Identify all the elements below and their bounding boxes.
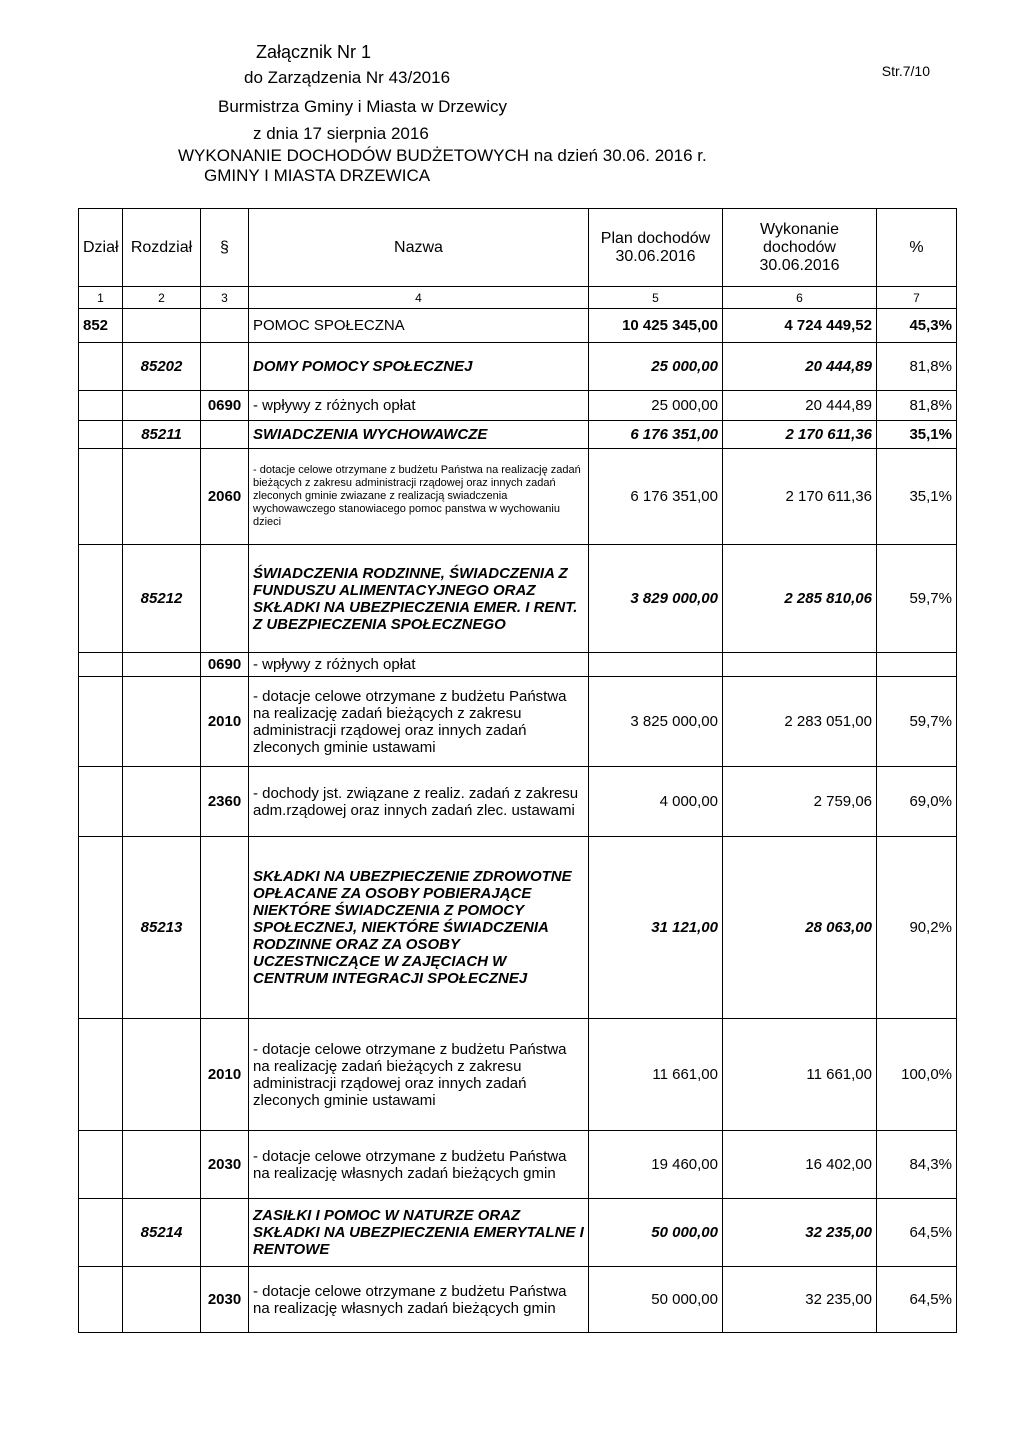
cell-procent: 81,8% bbox=[877, 343, 957, 391]
cell-wykonanie: 4 724 449,52 bbox=[723, 309, 877, 343]
table-row bbox=[79, 391, 957, 421]
cell-plan: 4 000,00 bbox=[589, 767, 723, 837]
cell-dzial bbox=[79, 1199, 123, 1267]
cell-wykonanie: 20 444,89 bbox=[723, 343, 877, 391]
cell-dzial bbox=[79, 653, 123, 677]
header-plan: Plan dochodów 30.06.2016 bbox=[589, 209, 723, 287]
cell-dzial bbox=[79, 837, 123, 1019]
table-row bbox=[79, 767, 957, 837]
colnum: 7 bbox=[877, 287, 957, 309]
cell-wykonanie: 32 235,00 bbox=[723, 1199, 877, 1267]
cell-paragraf bbox=[201, 837, 249, 1019]
cell-plan: 3 825 000,00 bbox=[589, 677, 723, 767]
cell-nazwa: - wpływy z różnych opłat bbox=[249, 391, 589, 421]
cell-wykonanie bbox=[723, 653, 877, 677]
cell-rozdzial: 85202 bbox=[123, 343, 201, 391]
cell-rozdzial bbox=[123, 653, 201, 677]
cell-nazwa: - dotacje celowe otrzymane z budżetu Państwa na realizację zadań bieżących z zakresu administracji rządowej oraz innych zadań zleconych gminie ustawami bbox=[249, 1019, 589, 1131]
page-number: Str.7/10 bbox=[881, 63, 930, 79]
header-rozdzial: Rozdział bbox=[123, 209, 201, 287]
cell-dzial bbox=[79, 421, 123, 449]
colnum: 4 bbox=[249, 287, 589, 309]
table-row bbox=[79, 837, 957, 1019]
cell-wykonanie: 11 661,00 bbox=[723, 1019, 877, 1131]
colnum: 6 bbox=[723, 287, 877, 309]
cell-procent: 81,8% bbox=[877, 391, 957, 421]
cell-nazwa: POMOC SPOŁECZNA bbox=[249, 309, 589, 343]
header-paragraf: § bbox=[201, 209, 249, 287]
table-row bbox=[79, 309, 957, 343]
cell-rozdzial bbox=[123, 309, 201, 343]
cell-plan: 50 000,00 bbox=[589, 1199, 723, 1267]
cell-paragraf: 2010 bbox=[201, 1019, 249, 1131]
cell-rozdzial: 85213 bbox=[123, 837, 201, 1019]
cell-nazwa: - dotacje celowe otrzymane z budżetu Państwa na realizację własnych zadań bieżących gmin bbox=[249, 1267, 589, 1333]
table-row bbox=[79, 1267, 957, 1333]
cell-wykonanie: 2 170 611,36 bbox=[723, 421, 877, 449]
cell-procent: 100,0% bbox=[877, 1019, 957, 1131]
cell-procent: 59,7% bbox=[877, 545, 957, 653]
document-title: WYKONANIE DOCHODÓW BUDŻETOWYCH na dzień 30.06. 2016 r. bbox=[178, 146, 707, 165]
cell-procent: 90,2% bbox=[877, 837, 957, 1019]
column-numbers-row bbox=[79, 287, 957, 309]
cell-plan: 25 000,00 bbox=[589, 391, 723, 421]
cell-wykonanie: 16 402,00 bbox=[723, 1131, 877, 1199]
cell-rozdzial bbox=[123, 1019, 201, 1131]
municipality-name: GMINY I MIASTA DRZEWICA bbox=[204, 166, 431, 185]
table-row bbox=[79, 343, 957, 391]
attachment-title: Załącznik Nr 1 bbox=[256, 42, 372, 62]
cell-wykonanie: 32 235,00 bbox=[723, 1267, 877, 1333]
header-nazwa: Nazwa bbox=[249, 209, 589, 287]
table-row bbox=[79, 1131, 957, 1199]
cell-wykonanie: 2 170 611,36 bbox=[723, 449, 877, 545]
cell-rozdzial bbox=[123, 391, 201, 421]
cell-paragraf bbox=[201, 545, 249, 653]
cell-paragraf: 0690 bbox=[201, 653, 249, 677]
cell-paragraf bbox=[201, 421, 249, 449]
cell-wykonanie: 28 063,00 bbox=[723, 837, 877, 1019]
cell-plan: 3 829 000,00 bbox=[589, 545, 723, 653]
cell-nazwa: DOMY POMOCY SPOŁECZNEJ bbox=[249, 343, 589, 391]
table-row bbox=[79, 449, 957, 545]
cell-dzial bbox=[79, 767, 123, 837]
cell-paragraf bbox=[201, 343, 249, 391]
cell-procent: 64,5% bbox=[877, 1199, 957, 1267]
cell-nazwa: SWIADCZENIA WYCHOWAWCZE bbox=[249, 421, 589, 449]
cell-dzial: 852 bbox=[79, 309, 123, 343]
cell-nazwa: - dotacje celowe otrzymane z budżetu Państwa na realizację własnych zadań bieżących gmin bbox=[249, 1131, 589, 1199]
cell-nazwa: ŚWIADCZENIA RODZINNE, ŚWIADCZENIA Z FUNDUSZU ALIMENTACYJNEGO ORAZ SKŁADKI NA UBEZPIECZENIA EMER. I RENT. Z UBEZPIECZENIA SPOŁECZNEGO bbox=[249, 545, 589, 653]
cell-rozdzial bbox=[123, 449, 201, 545]
cell-plan: 6 176 351,00 bbox=[589, 421, 723, 449]
cell-nazwa: ZASIŁKI I POMOC W NATURZE ORAZ SKŁADKI NA UBEZPIECZENIA EMERYTALNE I RENTOWE bbox=[249, 1199, 589, 1267]
cell-dzial bbox=[79, 1267, 123, 1333]
cell-procent: 35,1% bbox=[877, 421, 957, 449]
date-line: z dnia 17 sierpnia 2016 bbox=[253, 124, 429, 143]
cell-wykonanie: 2 285 810,06 bbox=[723, 545, 877, 653]
cell-wykonanie: 2 283 051,00 bbox=[723, 677, 877, 767]
cell-procent: 64,5% bbox=[877, 1267, 957, 1333]
cell-nazwa: - wpływy z różnych opłat bbox=[249, 653, 589, 677]
cell-procent: 84,3% bbox=[877, 1131, 957, 1199]
cell-rozdzial bbox=[123, 1267, 201, 1333]
cell-paragraf bbox=[201, 1199, 249, 1267]
cell-nazwa: - dotacje celowe otrzymane z budżetu Państwa na realizację zadań bieżących z zakresu administracji rządowej oraz innych zadań zleconych gminie ustawami bbox=[249, 677, 589, 767]
cell-procent: 35,1% bbox=[877, 449, 957, 545]
table-row bbox=[79, 1019, 957, 1131]
cell-plan: 10 425 345,00 bbox=[589, 309, 723, 343]
header-dzial: Dział bbox=[79, 209, 123, 287]
cell-dzial bbox=[79, 545, 123, 653]
colnum: 5 bbox=[589, 287, 723, 309]
colnum: 3 bbox=[201, 287, 249, 309]
cell-nazwa: - dochody jst. związane z realiz. zadań z zakresu adm.rządowej oraz innych zadań zlec. ustawami bbox=[249, 767, 589, 837]
cell-paragraf bbox=[201, 309, 249, 343]
cell-rozdzial: 85211 bbox=[123, 421, 201, 449]
cell-plan: 19 460,00 bbox=[589, 1131, 723, 1199]
cell-paragraf: 0690 bbox=[201, 391, 249, 421]
header-wykonanie: Wykonanie dochodów 30.06.2016 bbox=[723, 209, 877, 287]
colnum: 1 bbox=[79, 287, 123, 309]
cell-procent: 69,0% bbox=[877, 767, 957, 837]
cell-paragraf: 2010 bbox=[201, 677, 249, 767]
cell-nazwa: - dotacje celowe otrzymane z budżetu Państwa na realizację zadań bieżących z zakresu administracji rządowej oraz innych zadań zleconych gminie zwiazane z realizacją swiadczenia wychowawczego stanowiacego pomoc panstwa w wychowaniu dzieci bbox=[249, 449, 589, 545]
cell-wykonanie: 2 759,06 bbox=[723, 767, 877, 837]
cell-rozdzial: 85214 bbox=[123, 1199, 201, 1267]
cell-plan: 31 121,00 bbox=[589, 837, 723, 1019]
cell-paragraf: 2030 bbox=[201, 1131, 249, 1199]
cell-dzial bbox=[79, 449, 123, 545]
cell-plan: 6 176 351,00 bbox=[589, 449, 723, 545]
cell-rozdzial bbox=[123, 677, 201, 767]
cell-paragraf: 2060 bbox=[201, 449, 249, 545]
table-row bbox=[79, 421, 957, 449]
cell-paragraf: 2030 bbox=[201, 1267, 249, 1333]
cell-dzial bbox=[79, 1131, 123, 1199]
cell-plan: 11 661,00 bbox=[589, 1019, 723, 1131]
header-row bbox=[79, 209, 957, 287]
cell-dzial bbox=[79, 391, 123, 421]
cell-nazwa: SKŁADKI NA UBEZPIECZENIE ZDROWOTNE OPŁACANE ZA OSOBY POBIERAJĄCE NIEKTÓRE ŚWIADCZENIA Z POMOCY SPOŁECZNEJ, NIEKTÓRE ŚWIADCZENIA RODZINNE ORAZ ZA OSOBY UCZESTNICZĄCE W ZAJĘCIACH W CENTRUM INTEGRACJI SPOŁECZNEJ bbox=[249, 837, 589, 1019]
cell-paragraf: 2360 bbox=[201, 767, 249, 837]
cell-dzial bbox=[79, 677, 123, 767]
mayor-line: Burmistrza Gminy i Miasta w Drzewicy bbox=[218, 97, 508, 116]
budget-table bbox=[78, 208, 957, 1333]
cell-plan: 50 000,00 bbox=[589, 1267, 723, 1333]
table-row bbox=[79, 1199, 957, 1267]
colnum: 2 bbox=[123, 287, 201, 309]
cell-rozdzial bbox=[123, 767, 201, 837]
header-procent: % bbox=[877, 209, 957, 287]
table-row bbox=[79, 653, 957, 677]
table-row bbox=[79, 677, 957, 767]
cell-procent: 59,7% bbox=[877, 677, 957, 767]
table-row bbox=[79, 545, 957, 653]
cell-procent: 45,3% bbox=[877, 309, 957, 343]
cell-plan bbox=[589, 653, 723, 677]
regulation-ref: do Zarządzenia Nr 43/2016 bbox=[244, 68, 451, 87]
cell-plan: 25 000,00 bbox=[589, 343, 723, 391]
cell-dzial bbox=[79, 1019, 123, 1131]
cell-rozdzial bbox=[123, 1131, 201, 1199]
cell-procent bbox=[877, 653, 957, 677]
cell-wykonanie: 20 444,89 bbox=[723, 391, 877, 421]
cell-dzial bbox=[79, 343, 123, 391]
cell-rozdzial: 85212 bbox=[123, 545, 201, 653]
